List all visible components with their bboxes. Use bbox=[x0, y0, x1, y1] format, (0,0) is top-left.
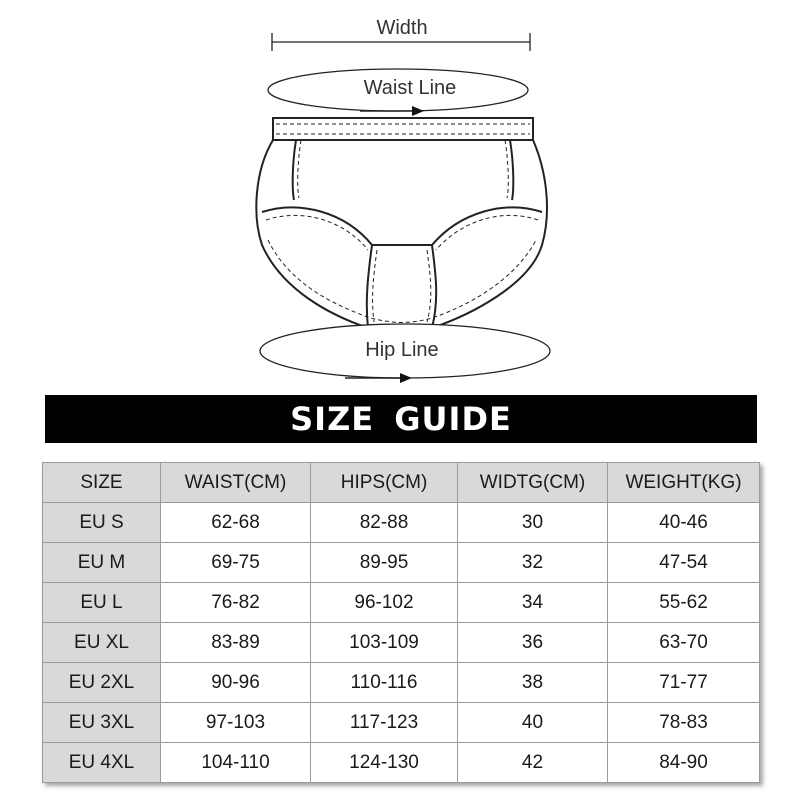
header-hips: HIPS(CM) bbox=[311, 463, 458, 503]
cell-waist: 76-82 bbox=[161, 583, 311, 623]
size-guide-banner: SIZE GUIDE bbox=[45, 395, 757, 443]
cell-width: 32 bbox=[458, 543, 608, 583]
cell-width: 30 bbox=[458, 503, 608, 543]
hip-line-label: Hip Line bbox=[365, 339, 439, 361]
waist-line-label: Waist Line bbox=[363, 77, 457, 99]
cell-waist: 69-75 bbox=[161, 543, 311, 583]
cell-waist: 90-96 bbox=[161, 663, 311, 703]
table-row bbox=[43, 703, 760, 743]
header-waist: WAIST(CM) bbox=[161, 463, 311, 503]
cell-size: EU L bbox=[43, 583, 161, 623]
header-weight: WEIGHT(KG) bbox=[608, 463, 760, 503]
cell-weight: 40-46 bbox=[608, 503, 760, 543]
cell-width: 40 bbox=[458, 703, 608, 743]
table-row bbox=[43, 583, 760, 623]
table-header-row bbox=[43, 463, 760, 503]
cell-waist: 97-103 bbox=[161, 703, 311, 743]
cell-waist: 83-89 bbox=[161, 623, 311, 663]
table-row bbox=[43, 543, 760, 583]
cell-weight: 84-90 bbox=[608, 743, 760, 783]
size-table bbox=[42, 462, 760, 783]
cell-hips: 96-102 bbox=[311, 583, 458, 623]
table-row bbox=[43, 663, 760, 703]
cell-weight: 71-77 bbox=[608, 663, 760, 703]
cell-hips: 117-123 bbox=[311, 703, 458, 743]
cell-waist: 104-110 bbox=[161, 743, 311, 783]
garment-diagram bbox=[0, 0, 800, 395]
cell-waist: 62-68 bbox=[161, 503, 311, 543]
cell-size: EU 3XL bbox=[43, 703, 161, 743]
underwear-illustration bbox=[256, 118, 547, 333]
cell-hips: 82-88 bbox=[311, 503, 458, 543]
cell-hips: 89-95 bbox=[311, 543, 458, 583]
table-row bbox=[43, 623, 760, 663]
header-width: WIDTG(CM) bbox=[458, 463, 608, 503]
width-measure bbox=[272, 17, 530, 51]
cell-weight: 47-54 bbox=[608, 543, 760, 583]
width-label: Width bbox=[376, 17, 428, 39]
cell-weight: 55-62 bbox=[608, 583, 760, 623]
cell-size: EU M bbox=[43, 543, 161, 583]
cell-width: 38 bbox=[458, 663, 608, 703]
cell-width: 34 bbox=[458, 583, 608, 623]
cell-width: 42 bbox=[458, 743, 608, 783]
cell-size: EU 4XL bbox=[43, 743, 161, 783]
waist-line-marker bbox=[268, 69, 528, 116]
cell-size: EU XL bbox=[43, 623, 161, 663]
cell-width: 36 bbox=[458, 623, 608, 663]
table-row bbox=[43, 503, 760, 543]
cell-size: EU S bbox=[43, 503, 161, 543]
cell-size: EU 2XL bbox=[43, 663, 161, 703]
cell-hips: 110-116 bbox=[311, 663, 458, 703]
cell-weight: 78-83 bbox=[608, 703, 760, 743]
hip-line-marker bbox=[260, 324, 550, 383]
header-size: SIZE bbox=[43, 463, 161, 503]
cell-weight: 63-70 bbox=[608, 623, 760, 663]
cell-hips: 103-109 bbox=[311, 623, 458, 663]
cell-hips: 124-130 bbox=[311, 743, 458, 783]
table-row bbox=[43, 743, 760, 783]
